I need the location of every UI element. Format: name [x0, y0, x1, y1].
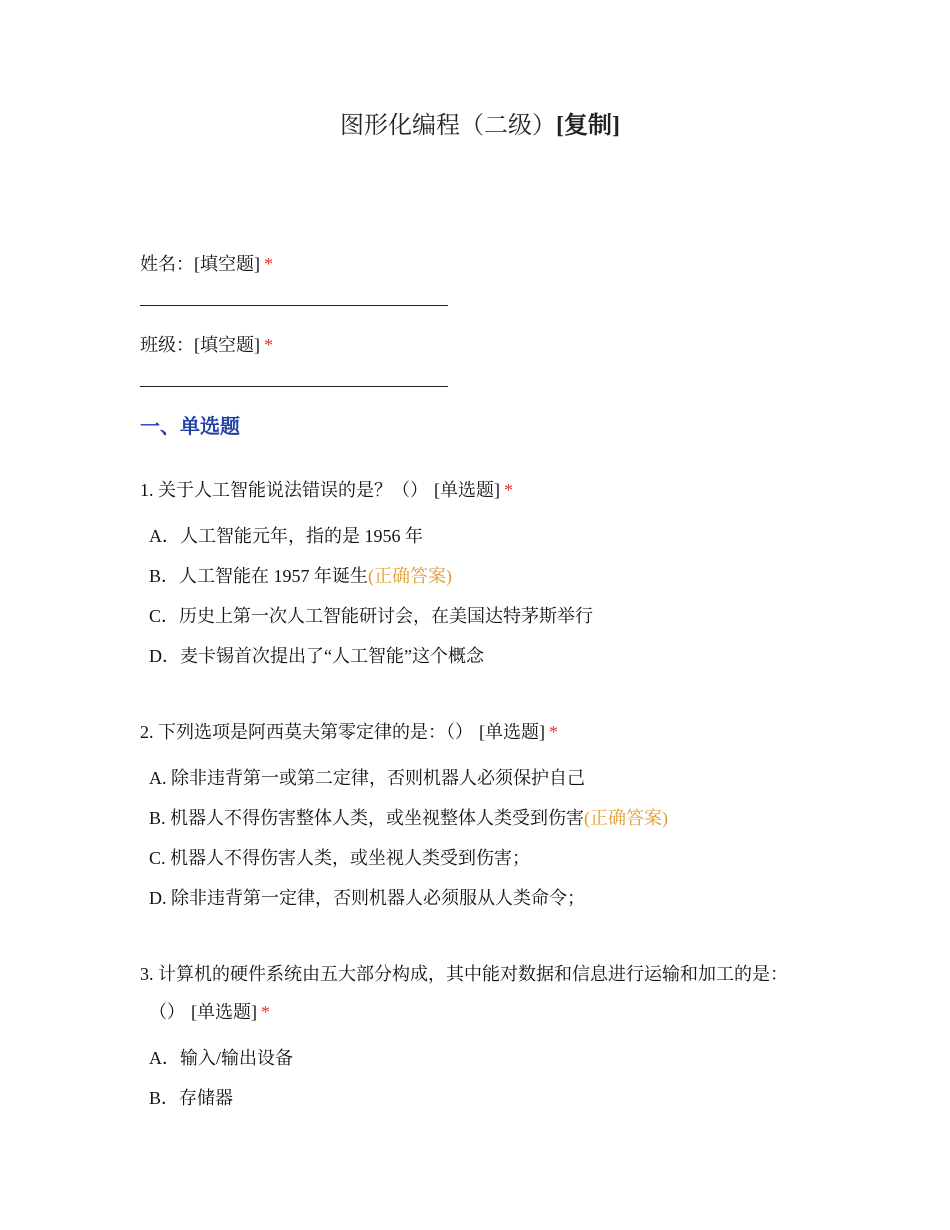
option-text: C. 机器人不得伤害人类，或坐视人类受到伤害； [149, 848, 531, 868]
question-text: 1. 关于人工智能说法错误的是？（） [140, 480, 428, 500]
title-text: 图形化编程（二级） [340, 113, 556, 139]
field-type-tag: [填空题] [194, 335, 260, 355]
page-title [0, 110, 950, 142]
question-1-option-a [149, 524, 423, 548]
question-2-option-c [149, 846, 530, 870]
question-text: 2. 下列选项是阿西莫夫第零定律的是：（） [140, 722, 473, 742]
correct-answer-mark: (正确答案) [368, 566, 453, 586]
question-3-stem [140, 962, 788, 986]
option-text: B．人工智能在 1957 年诞生 [149, 566, 369, 586]
required-mark: * [504, 480, 513, 500]
question-1-option-d [149, 644, 484, 668]
question-2-option-d [149, 886, 585, 910]
question-1-stem [140, 478, 513, 502]
option-text: B. 机器人不得伤害整体人类，或坐视整体人类受到伤害 [149, 808, 585, 828]
section-title: 一、单选题 [140, 416, 240, 438]
option-text: B．存储器 [149, 1088, 234, 1108]
option-text: A. 除非违背第一或第二定律，否则机器人必须保护自己 [149, 768, 585, 788]
option-text: C．历史上第一次人工智能研讨会，在美国达特茅斯举行 [149, 606, 594, 626]
question-2-stem [140, 720, 558, 744]
name-input-line[interactable] [140, 305, 448, 306]
class-field-label [140, 333, 273, 357]
class-input-line[interactable] [140, 386, 448, 387]
question-type-tag: [单选题] [479, 722, 545, 742]
field-type-tag: [填空题] [194, 254, 260, 274]
question-1-option-c [149, 604, 593, 628]
required-mark: * [261, 1002, 270, 1022]
question-type-tag: [单选题] [434, 480, 500, 500]
title-suffix: [复制] [556, 113, 620, 139]
required-mark: * [549, 722, 558, 742]
question-3-option-a [149, 1046, 293, 1070]
name-field-label [140, 252, 273, 276]
question-text: 3. 计算机的硬件系统由五大部分构成，其中能对数据和信息进行运输和加工的是： [140, 964, 788, 984]
required-mark: * [264, 254, 273, 274]
question-2-option-a [149, 766, 585, 790]
required-mark: * [264, 335, 273, 355]
option-text: D. 除非违背第一定律，否则机器人必须服从人类命令； [149, 888, 585, 908]
question-3-option-b [149, 1086, 233, 1110]
option-text: D．麦卡锡首次提出了“人工智能”这个概念 [149, 646, 484, 666]
question-3-stem-cont [149, 1000, 270, 1024]
field-label-text: 班级： [140, 335, 194, 355]
question-type-tag: [单选题] [191, 1002, 257, 1022]
correct-answer-mark: (正确答案) [584, 808, 669, 828]
option-text: A．输入/输出设备 [149, 1048, 293, 1068]
question-1-option-b [149, 564, 452, 588]
field-label-text: 姓名： [140, 254, 194, 274]
question-2-option-b [149, 806, 668, 830]
option-text: A．人工智能元年，指的是 1956 年 [149, 526, 423, 546]
question-text: （） [149, 1002, 185, 1022]
